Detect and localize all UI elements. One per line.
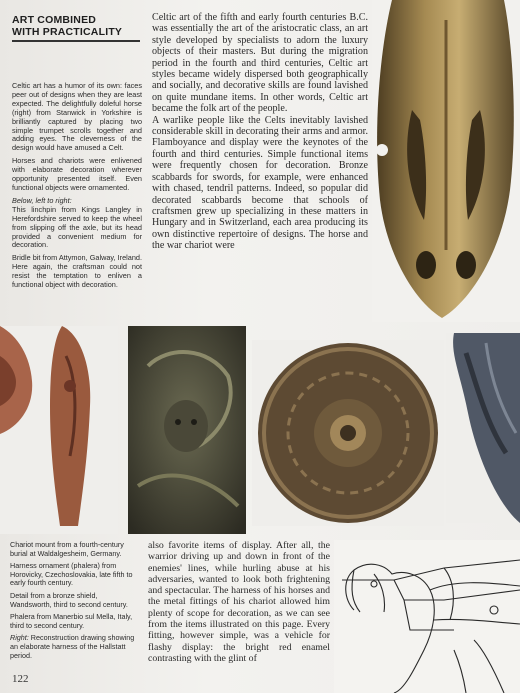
- caption-right-label: Right:: [10, 633, 29, 643]
- caption-bridle-bit: Bridle bit from Attymon, Galway, Ireland. Here again, the craftsman could not resist the temptation to enliven a functional object with decoration.: [12, 253, 142, 290]
- body-paragraph-1: Celtic art of the fifth and early fourth centuries B.C. was essentially the art of the aristocratic class, an art style developed by specialists to adorn the luxury objects of their masters. But during the migration period in the fourth and third centuries, Celtic art styles became widely dispersed both geographically and socially, and decorative skills are found lavished on quite mundane items. In other words, Celtic art became the folk art of the people.: [152, 12, 368, 115]
- linchpin-image: [0, 326, 118, 534]
- caption-linchpin: This linchpin from Kings Langley in Herefordshire served to keep the wheel from slipping off the axle, but its head provided a convenient medium for decoration.: [12, 204, 142, 250]
- caption-horses-chariots: Horses and chariots were enlivened with elaborate decoration wherever opportunity presented itself. Even functional objects were ornamented.: [12, 156, 142, 192]
- main-text-column: [152, 12, 368, 252]
- phalera-image: [252, 340, 444, 526]
- shield-detail-image: [128, 326, 246, 534]
- left-caption-column: [12, 82, 142, 294]
- caption-celtic-humor: Celtic art has a humor of its own: faces peer out of designs when they are least expected. The delightfully doleful horse (right) from Stanwick in Yorkshire is brilliantly captured by placing two simple trumpet scrolls together and adding eyes. The cleverness of the design would have amused a Celt.: [12, 81, 142, 153]
- heading-rule: [12, 40, 140, 42]
- caption-chariot-mount: Chariot mount from a fourth-century burial at Waldalgesheim, Germany.: [10, 540, 124, 558]
- heading-line-2: WITH PRACTICALITY: [12, 26, 123, 38]
- caption-harness-ornament: Harness ornament (phalera) from Horovicky, Czechoslovakia, late fifth to early fourth century.: [10, 561, 133, 588]
- lower-text-column: [148, 540, 330, 664]
- caption-phalera: Phalera from Manerbio sul Mella, Italy, third to second century.: [10, 612, 133, 630]
- chariot-mount-image: [446, 333, 520, 523]
- page-number: 122: [12, 673, 29, 685]
- body-paragraph-3: also favorite items of display. After all, the warrior driving up and down in front of the enemies' lines, while hurling abuse at his adversaries, wanted to look both frightening and spectacular. The harness of his horses and the metal fittings of his chariot allowed him plenty of scope for decoration, as we can see from the items illustrated on this page. Every fitting, however simple, was a vehicle for flashy display: the bright red enamel contrasting with the glint of: [148, 540, 330, 664]
- caption-shield-detail: Detail from a bronze shield, Wandsworth, third to second century.: [10, 590, 128, 609]
- body-paragraph-2: A warlike people like the Celts inevitably lavished considerable skill in decorating their arms and armor. Flamboyance and display were the keynotes of the fourth and third centuries. Simple functional items were frequently chosen for decoration. Bronze scabbards for swords, for example, were enhanced with chased, tendril patterns. Indeed, so popular did decorated scabbards become that schools of craftsmen grew up specializing in these matters in Hungary and in Switzerland, each area producing its own distinctive repertoire of designs. The horse and the war chariot were: [152, 114, 368, 252]
- horse-head-image: [372, 0, 520, 322]
- caption-reconstruction: [10, 634, 136, 660]
- caption-reconstruction-text: Reconstruction drawing showing an elaborate harness of the Hallstatt period.: [10, 633, 135, 660]
- caption-below-label: Below, left to right:: [12, 195, 72, 205]
- harness-reconstruction-drawing: [334, 540, 520, 693]
- heading-line-1: ART COMBINED: [12, 14, 97, 26]
- section-heading: [12, 14, 140, 45]
- lower-caption-column: [10, 541, 136, 664]
